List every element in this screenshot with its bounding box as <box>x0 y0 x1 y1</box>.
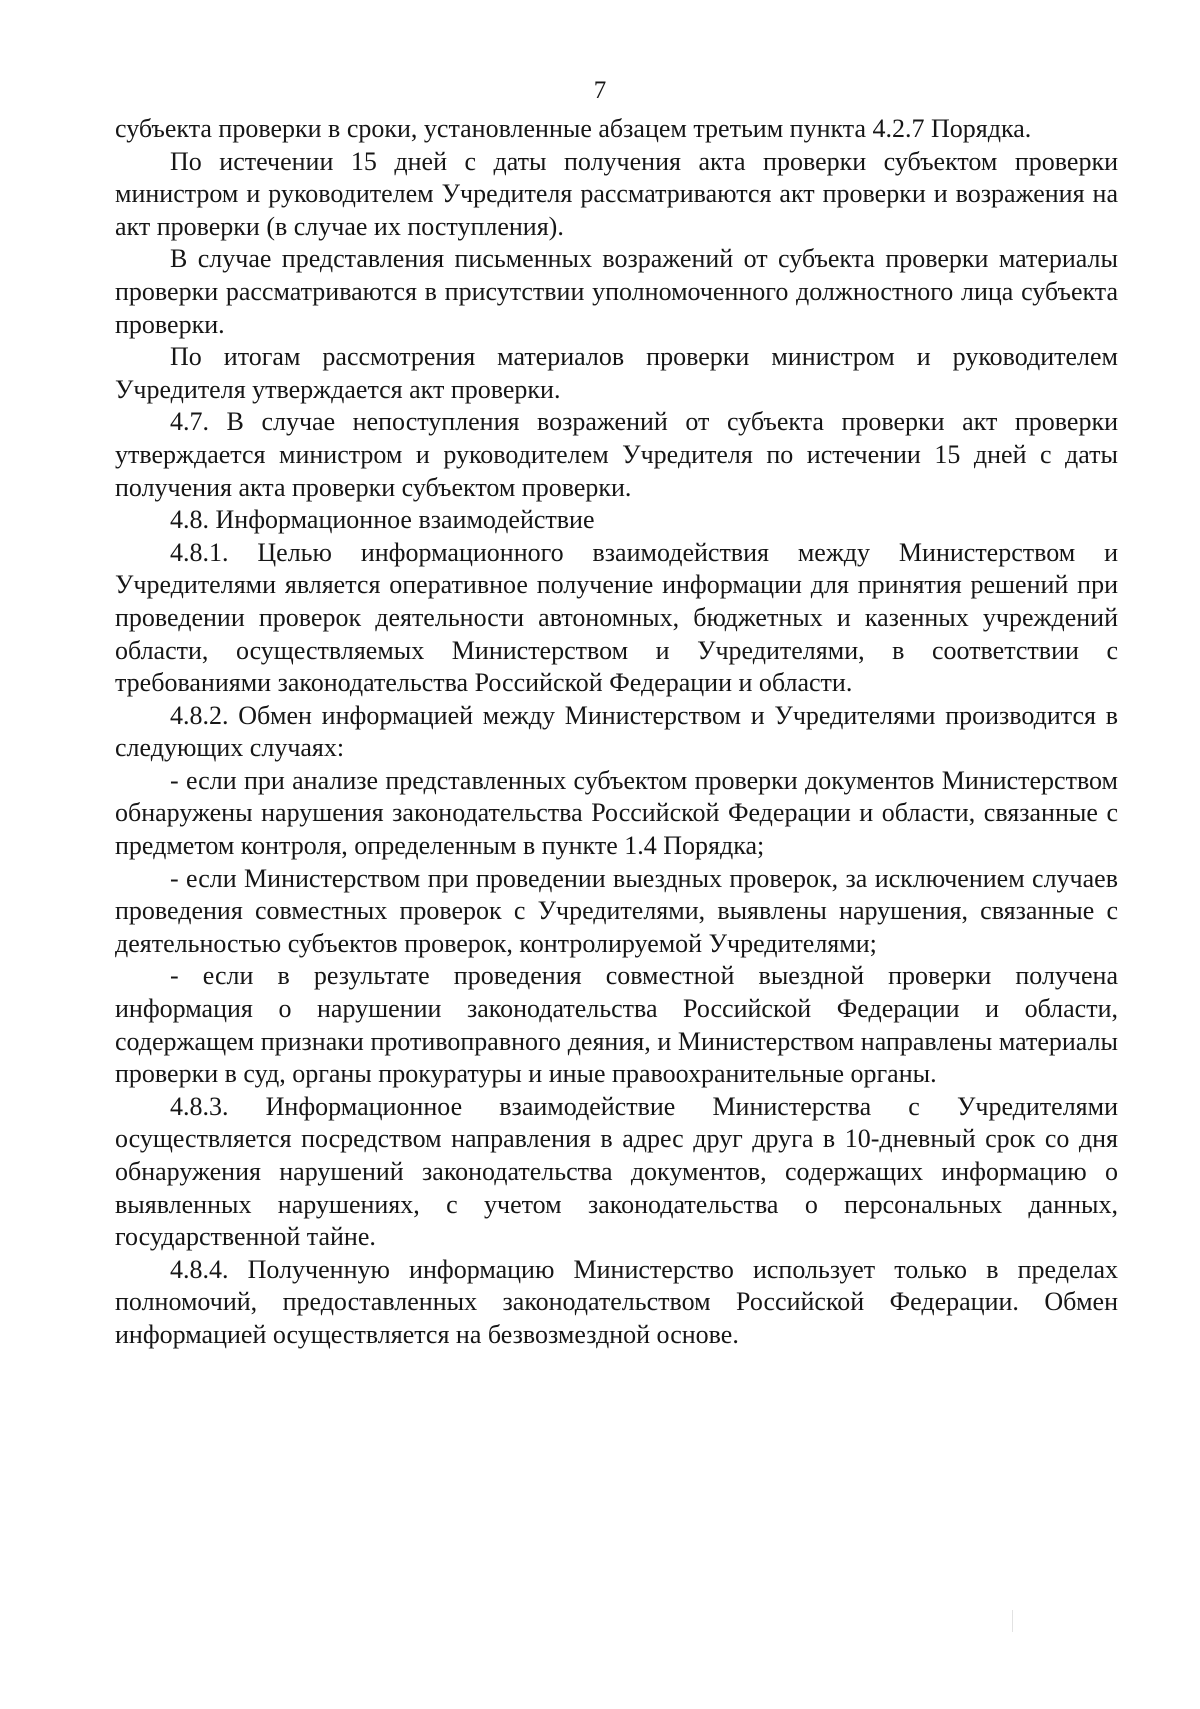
page-number: 7 <box>593 77 607 104</box>
paragraph-review-period: По истечении 15 дней с даты получения акта проверки субъектом проверки министром и руководителем Учредителя рассматриваются акт проверки и возражения на акт проверки (в случае их поступления). <box>115 146 1118 241</box>
paragraph-4-7: 4.7. В случае непоступления возражений от субъекта проверки акт проверки утверждается министром и руководителем Учредителя по истечении 15 дней с даты получения акта проверки субъектом проверки. <box>115 407 1118 502</box>
scan-artifact <box>1012 1610 1013 1632</box>
paragraph-4-8-1: 4.8.1. Целью информационного взаимодействия между Министерством и Учредителями является оперативное получение информации для принятия решений при проведении проверок деятельности автономных, бюджетных и казенных учреждений области, осуществляемых Министерством и Учредителями, в соответствии с требованиями законодательства Российской Федерации и области. <box>115 537 1118 698</box>
paragraph-4-8-4: 4.8.4. Полученную информацию Министерство использует только в пределах полномочий, предоставленных законодательством Российской Федерации. Обмен информацией осуществляется на безвозмездной основе. <box>115 1254 1118 1349</box>
paragraph-4-8-3: 4.8.3. Информационное взаимодействие Министерства с Учредителями осуществляется посредством направления в адрес друг друга в 10-дневный срок со дня обнаружения нарушений законодательства документов, содержащих информацию о выявленных нарушениях, с учетом законодательства о персональных данных, государственной тайне. <box>115 1091 1118 1252</box>
list-item-case-1: - если при анализе представленных субъектом проверки документов Министерством обнаружены нарушения законодательства Российской Федерации и области, связанные с предметом контроля, определенным в пункте 1.4 Порядка; <box>115 765 1118 861</box>
list-item-case-3: - если в результате проведения совместной выездной проверки получена информация о нарушении законодательства Российской Федерации и области, содержащем признаки противоправного деяния, и Министерством направлены материалы проверки в суд, органы прокуратуры и иные правоохранительные органы. <box>115 961 1118 1089</box>
section-heading-4-8: 4.8. Информационное взаимодействие <box>170 505 595 535</box>
paragraph-written-objections: В случае представления письменных возражений от субъекта проверки материалы проверки рассматриваются в присутствии уполномоченного должностного лица субъекта проверки. <box>115 244 1118 339</box>
document-body <box>115 113 1118 1352</box>
paragraph-review-results: По итогам рассмотрения материалов проверки министром и руководителем Учредителя утверждается акт проверки. <box>115 342 1118 404</box>
paragraph-4-8-2: 4.8.2. Обмен информацией между Министерством и Учредителями производится в следующих случаях: <box>115 700 1118 763</box>
paragraph-continuation: субъекта проверки в сроки, установленные абзацем третьим пункта 4.2.7 Порядка. <box>115 114 1032 143</box>
list-item-case-2: - если Министерством при проведении выездных проверок, за исключением случаев проведения совместных проверок с Учредителями, выявлены нарушения, связанные с деятельностью субъектов проверок, контролируемой Учредителями; <box>115 863 1118 958</box>
